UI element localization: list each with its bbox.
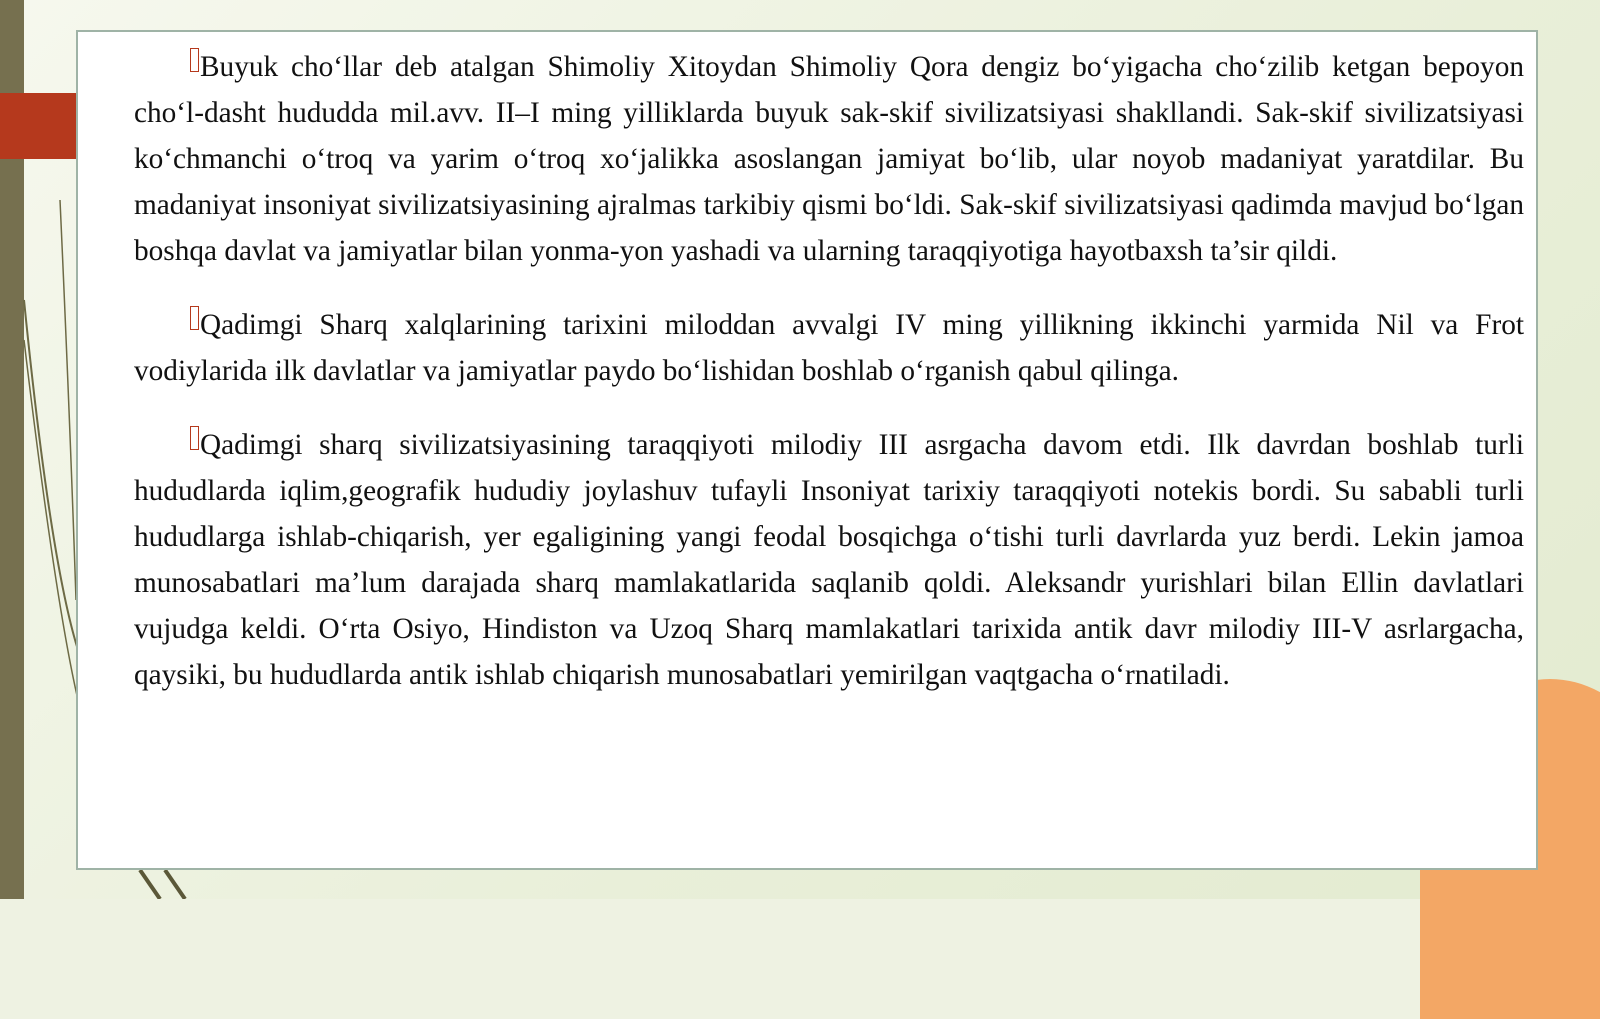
missing-glyph-box-icon	[190, 306, 199, 330]
paragraph-1-text: Buyuk cho‘llar deb atalgan Shimoliy Xitoydan Shimoliy Qora dengiz bo‘yigacha cho‘zilib ketgan bepoyon cho‘l-dasht hududda mil.avv. II–I ming yilliklarda buyuk sak-skif sivilizatsiyasi shakllandi. Sak-skif sivilizatsiyasi ko‘chmanchi o‘troq va yarim o‘troq xo‘jalikka asoslangan jamiyat bo‘lib, ular noyob madaniyat yaratdilar. Bu madaniyat insoniyat sivilizatsiyasining ajralmas tarkibiy qismi bo‘ldi. Sak-skif sivilizatsiyasi qadimda mavjud bo‘lgan boshqa davlat va jamiyatlar bilan yonma-yon yashadi va ularning taraqqiyotiga hayotbaxsh ta’sir qildi.	[134, 51, 1524, 267]
paragraph-3	[134, 422, 1524, 698]
missing-glyph-box-icon	[190, 48, 199, 72]
missing-glyph-box-icon	[190, 426, 199, 450]
text-body	[134, 44, 1524, 726]
paragraph-3-text: Qadimgi sharq sivilizatsiyasining taraqqiyoti milodiy III asrgacha davom etdi. Ilk davrdan boshlab turli hududlarda iqlim,geografik hududiy joylashuv tufayli Insoniyat tarixiy taraqqiyoti notekis bordi. Su sababli turli hududlarga ishlab-chiqarish, yer egaligining yangi feodal bosqichga o‘tishi turli davrlarda yuz berdi. Lekin jamoa munosabatlari ma’lum darajada sharq mamlakatlarida saqlanib qoldi. Aleksandr yurishlari bilan Ellin davlatlari vujudga keldi. O‘rta Osiyo, Hindiston va Uzoq Sharq mamlakatlari tarixida antik davr milodiy III-V asrlargacha, qaysiki, bu hududlarda antik ishlab chiqarish munosabatlari yemirilgan vaqtgacha o‘rnatiladi.	[134, 429, 1524, 691]
paragraph-1	[134, 44, 1524, 274]
text-frame	[76, 30, 1538, 870]
red-accent-block	[0, 93, 76, 159]
paragraph-2-text: Qadimgi Sharq xalqlarining tarixini miloddan avvalgi IV ming yillikning ikkinchi yarmida Nil va Frot vodiylarida ilk davlatlar va jamiyatlar paydo bo‘lishidan boshlab o‘rganish qabul qilinga.	[134, 309, 1524, 387]
paragraph-2	[134, 302, 1524, 394]
